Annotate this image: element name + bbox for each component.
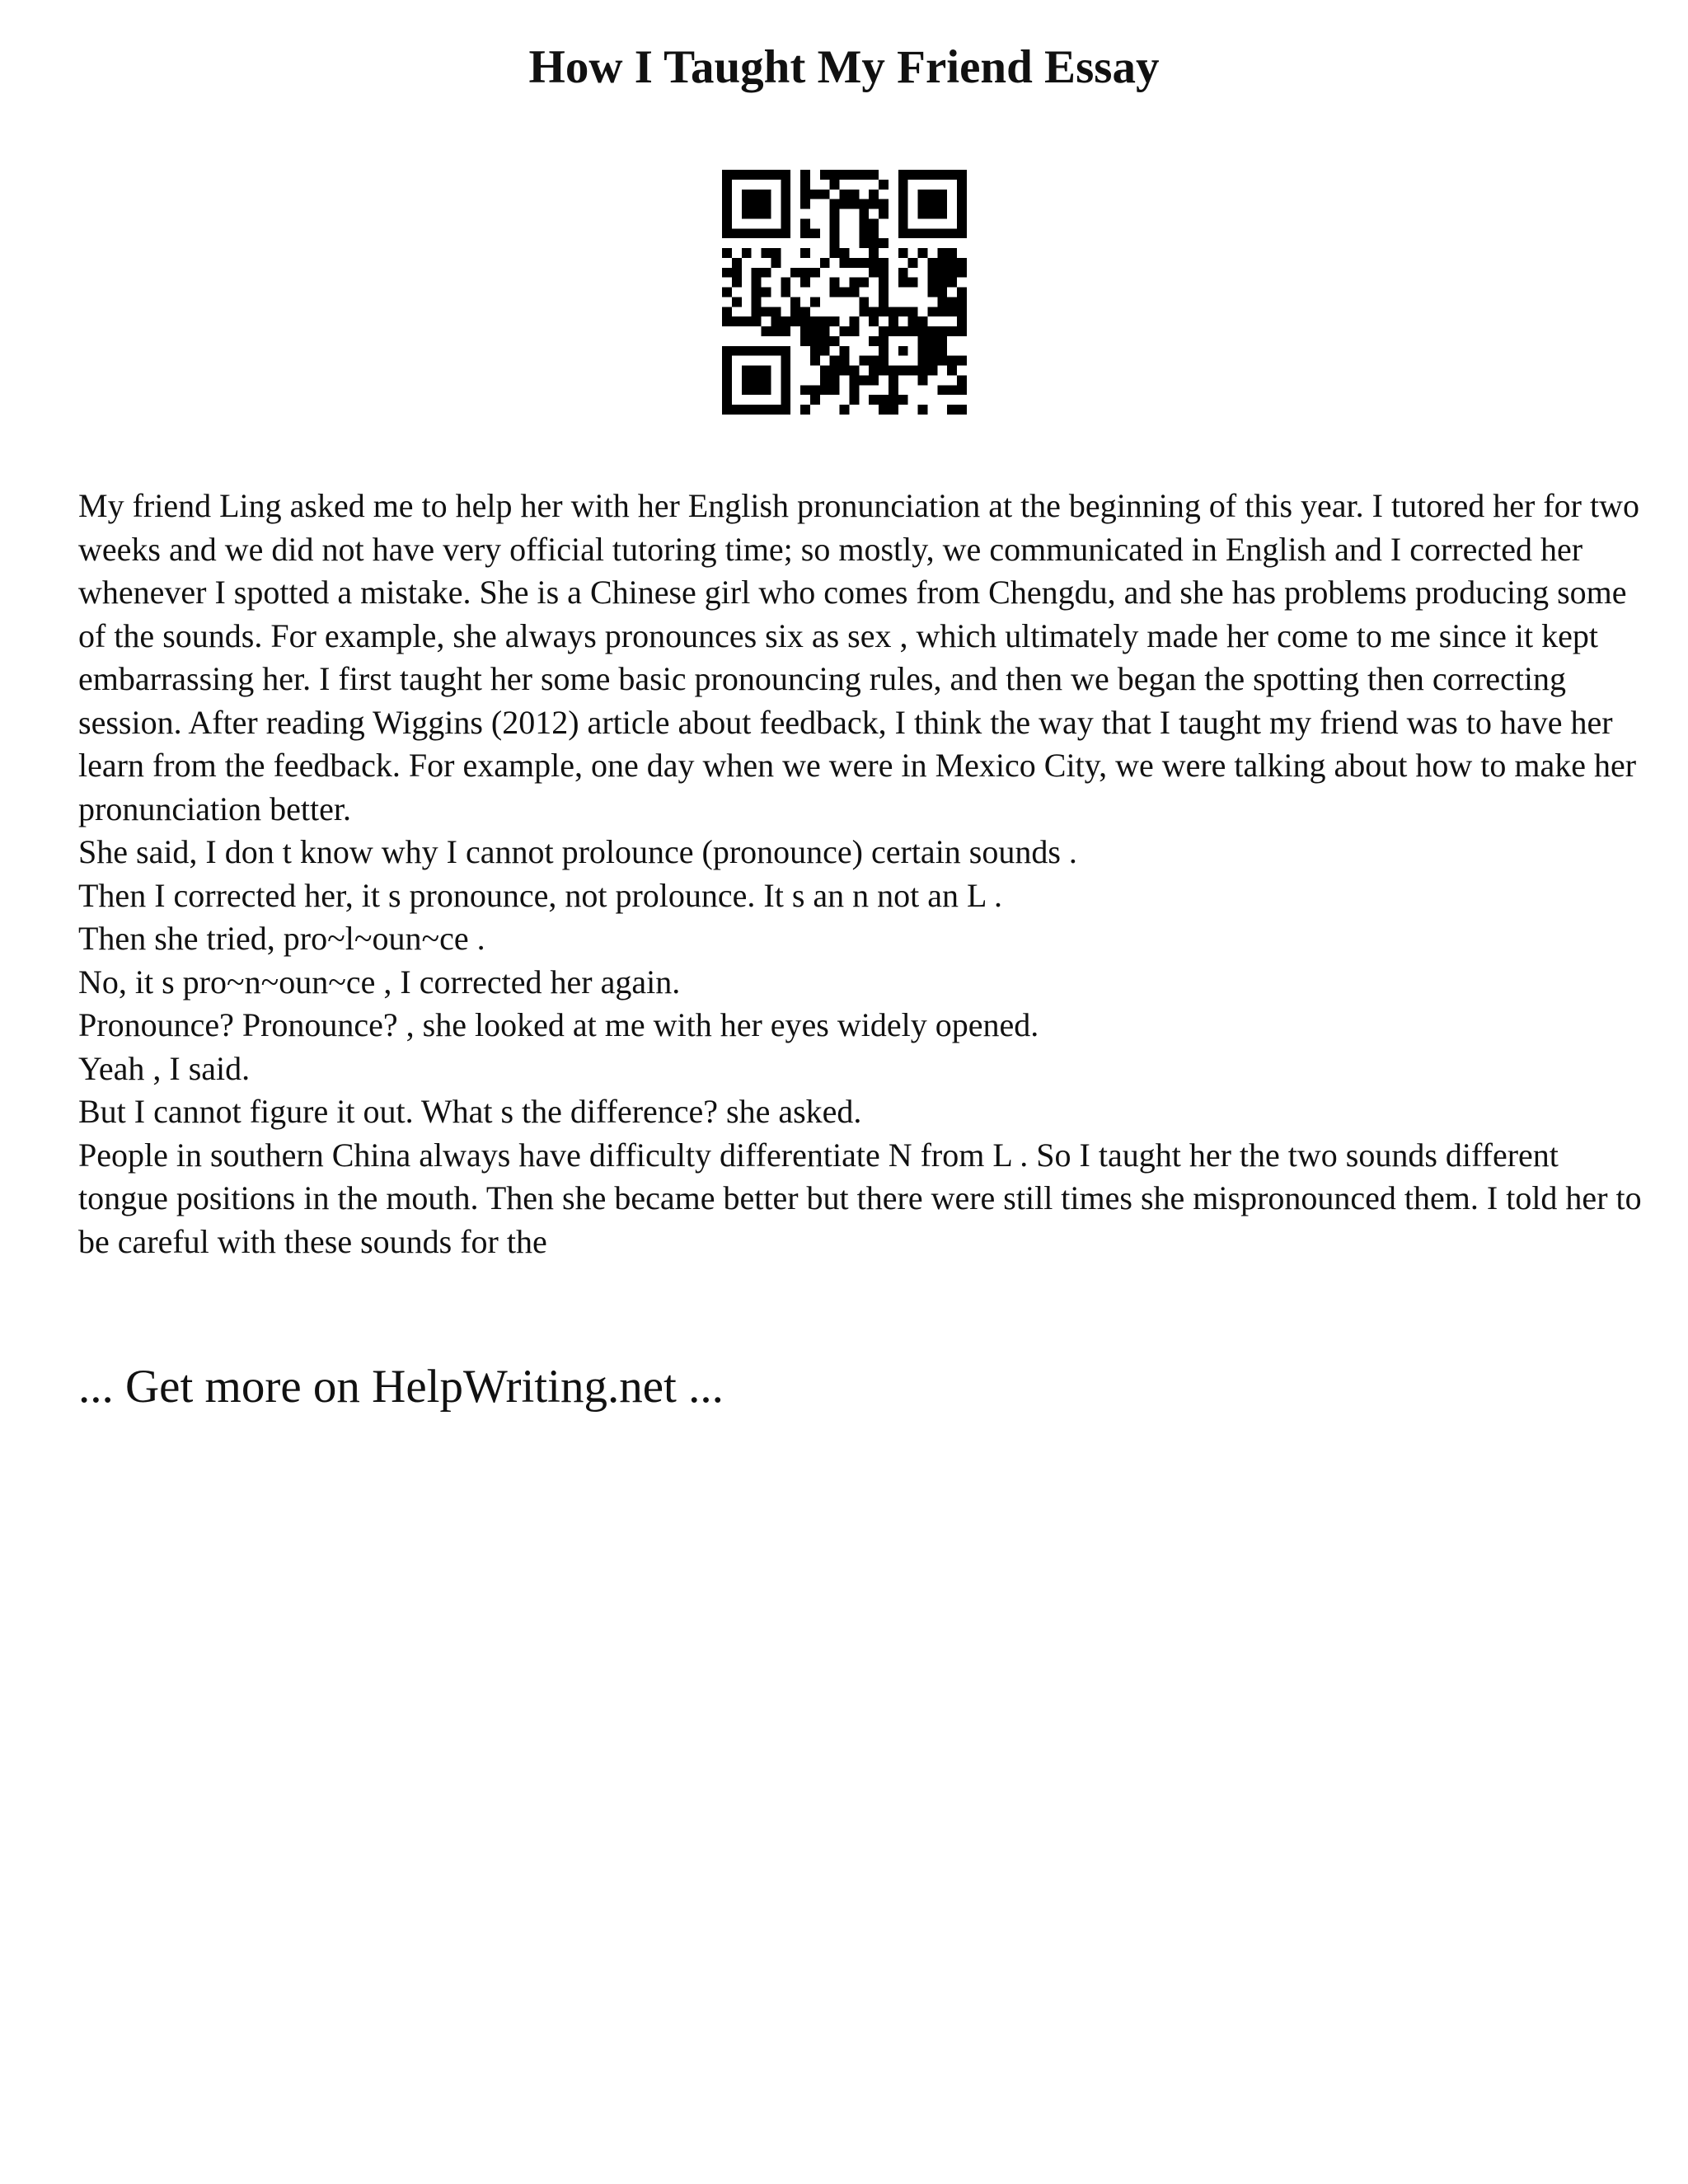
qr-code-graphic <box>722 170 967 415</box>
body-paragraph: Then she tried, pro~l~oun~ce . <box>78 920 485 957</box>
body-paragraph: She said, I don t know why I cannot prolounce (pronounce) certain sounds . <box>78 833 1077 870</box>
qr-code-icon <box>722 170 967 415</box>
body-paragraph: People in southern China always have difficulty differentiate N from L . So I taught her the two sounds different tongue positions in the mouth. Then she became better but there were still times she mispronounced them. I told her to be careful with these sounds for the <box>78 1136 1642 1260</box>
essay-body <box>78 485 1644 1263</box>
body-paragraph: My friend Ling asked me to help her with her English pronunciation at the beginning of this year. I tutored her for two weeks and we did not have very official tutoring time; so mostly, we communicated in English and I corrected her whenever I spotted a mistake. She is a Chinese girl who comes from Chengdu, and she has problems producing some of the sounds. For example, she always pronounces six as sex , which ultimately made her come to me since it kept embarrassing her. I first taught her some basic pronouncing rules, and then we began the spotting then correcting session. After reading Wiggins (2012) article about feedback, I think the way that I taught my friend was to have her learn from the feedback. For example, one day when we were in Mexico City, we were talking about how to make her pronunciation better. <box>78 487 1639 827</box>
body-paragraph: But I cannot figure it out. What s the difference? she asked. <box>78 1093 862 1130</box>
page-title: How I Taught My Friend Essay <box>528 41 1160 93</box>
body-paragraph: No, it s pro~n~oun~ce , I corrected her again. <box>78 963 681 1001</box>
body-paragraph: Then I corrected her, it s pronounce, not prolounce. It s an n not an L . <box>78 876 1002 914</box>
body-paragraph: Yeah , I said. <box>78 1049 251 1087</box>
body-paragraph: Pronounce? Pronounce? , she looked at me with her eyes widely opened. <box>78 1006 1039 1043</box>
get-more-link[interactable]: ... Get more on HelpWriting.net ... <box>78 1361 724 1413</box>
